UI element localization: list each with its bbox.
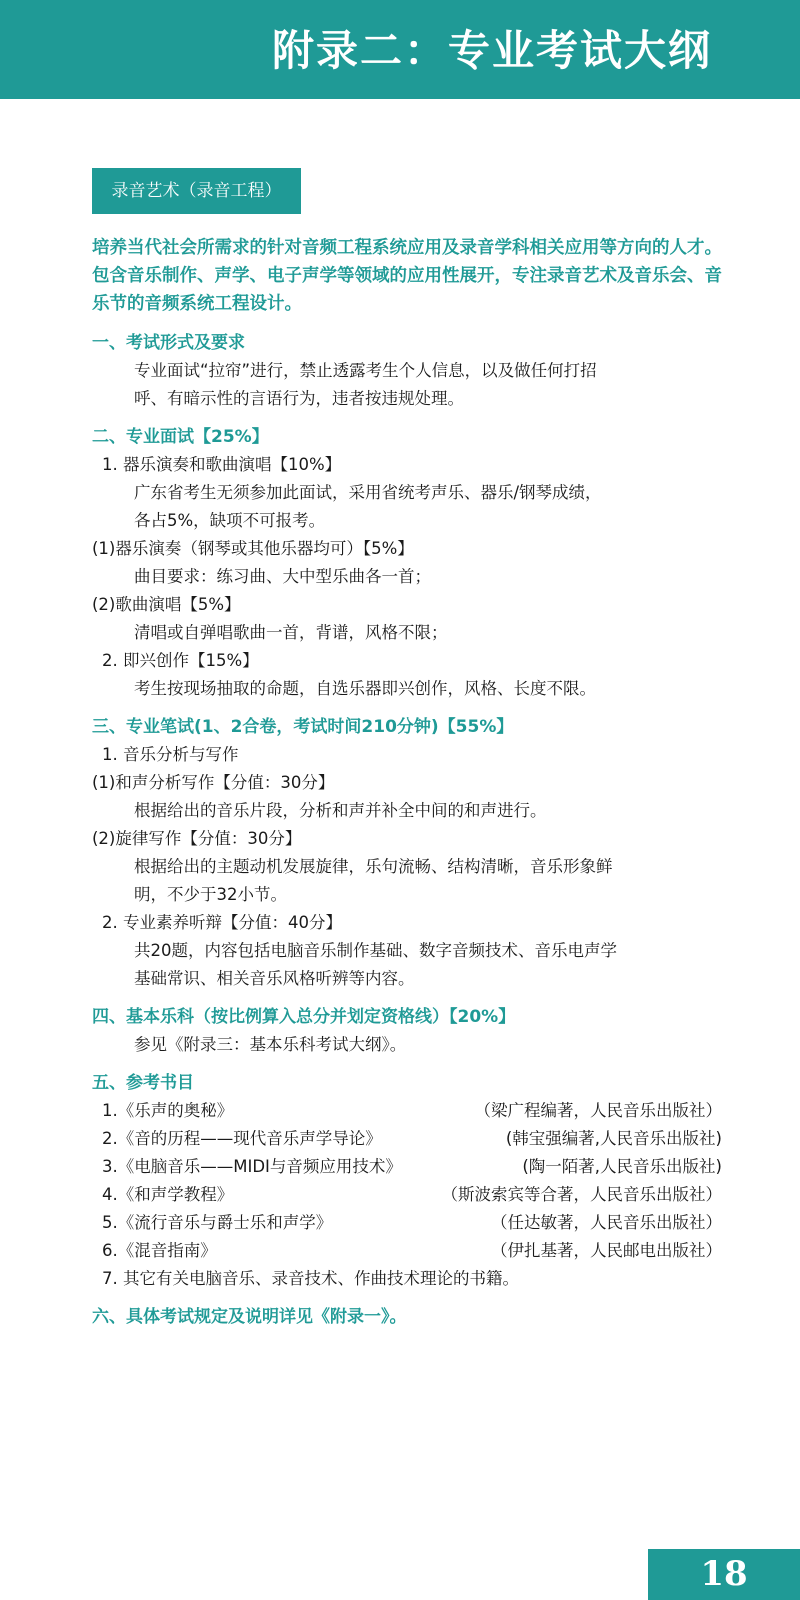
section-heading: 二、专业面试【25%】 <box>92 427 269 447</box>
book-item <box>92 1125 722 1153</box>
page-number: 18 <box>648 1549 800 1600</box>
book-title: 3.《电脑音乐——MIDI与音频应用技术》 <box>102 1157 402 1176</box>
section-heading: 四、基本乐科（按比例算入总分并划定资格线）【20%】 <box>92 1007 516 1027</box>
major-badge: 录音艺术（录音工程） <box>92 168 301 214</box>
paragraph-line: 清唱或自弹唱歌曲一首，背谱，风格不限； <box>134 623 448 642</box>
list-item: 2. 即兴创作【15%】 <box>102 651 259 670</box>
paragraph-line: 根据给出的音乐片段，分析和声并补全中间的和声进行。 <box>134 801 547 820</box>
book-item <box>92 1237 722 1265</box>
paragraph-line: 参见《附录三：基本乐科考试大纲》。 <box>134 1035 407 1054</box>
paragraph-line: 各占5%，缺项不可报考。 <box>134 511 326 530</box>
book-title: 6.《混音指南》 <box>102 1241 217 1260</box>
list-item: (2)旋律写作【分值：30分】 <box>92 829 302 848</box>
paragraph-line: 广东省考生无须参加此面试，采用省统考声乐、器乐/钢琴成绩， <box>134 483 602 502</box>
book-item <box>92 1153 722 1181</box>
book-title: 4.《和声学教程》 <box>102 1185 234 1204</box>
book-publisher: (陶一陌著,人民音乐出版社) <box>522 1157 722 1176</box>
section-heading: 六、具体考试规定及说明详见《附录一》。 <box>92 1307 407 1327</box>
list-item: (1)和声分析写作【分值：30分】 <box>92 773 335 792</box>
syllabus-content <box>92 329 722 1331</box>
intro-paragraph: 培养当代社会所需求的针对音频工程系统应用及录音学科相关应用等方向的人才。包含音乐制作、声学、电子声学等领域的应用性展开，专注录音艺术及音乐会、音乐节的音频系统工程设计。 <box>92 238 722 314</box>
section-heading: 三、专业笔试(1、2合卷，考试时间210分钟)【55%】 <box>92 717 514 737</box>
book-title: 1.《乐声的奥秘》 <box>102 1101 234 1120</box>
paragraph-line: 基础常识、相关音乐风格听辨等内容。 <box>134 969 415 988</box>
book-publisher: （梁广程编著，人民音乐出版社） <box>474 1101 722 1120</box>
book-publisher: （伊扎基著，人民邮电出版社） <box>491 1241 722 1260</box>
book-title: 2.《音的历程——现代音乐声学导论》 <box>102 1129 382 1148</box>
book-item <box>92 1181 722 1209</box>
list-item: (2)歌曲演唱【5%】 <box>92 595 241 614</box>
section-heading: 五、参考书目 <box>92 1073 194 1093</box>
list-item: 1. 器乐演奏和歌曲演唱【10%】 <box>102 455 342 474</box>
book-item <box>92 1209 722 1237</box>
paragraph-line: 曲目要求：练习曲、大中型乐曲各一首； <box>134 567 431 586</box>
list-item: 2. 专业素养听辩【分值：40分】 <box>102 913 342 932</box>
book-item <box>92 1097 722 1125</box>
list-item: 7. 其它有关电脑音乐、录音技术、作曲技术理论的书籍。 <box>102 1269 519 1288</box>
paragraph-line: 根据给出的主题动机发展旋律，乐句流畅、结构清晰，音乐形象鲜 <box>134 857 613 876</box>
page-title: 附录二：专业考试大纲 <box>271 26 712 75</box>
list-item: (1)器乐演奏（钢琴或其他乐器均可）【5%】 <box>92 539 414 558</box>
paragraph-line: 明，不少于32小节。 <box>134 885 287 904</box>
book-title: 5.《流行音乐与爵士乐和声学》 <box>102 1213 333 1232</box>
paragraph-line: 共20题，内容包括电脑音乐制作基础、数字音频技术、音乐电声学 <box>134 941 617 960</box>
book-publisher: （任达敏著，人民音乐出版社） <box>491 1213 722 1232</box>
list-item: 1. 音乐分析与写作 <box>102 745 239 764</box>
header-bar <box>0 0 800 99</box>
paragraph-line: 考生按现场抽取的命题，自选乐器即兴创作，风格、长度不限。 <box>134 679 596 698</box>
paragraph-line: 专业面试“拉帘”进行，禁止透露考生个人信息，以及做任何打招 <box>134 361 597 380</box>
section-heading: 一、考试形式及要求 <box>92 333 245 353</box>
paragraph-line: 呼、有暗示性的言语行为，违者按违规处理。 <box>134 389 464 408</box>
book-publisher: （斯波索宾等合著，人民音乐出版社） <box>441 1185 722 1204</box>
book-publisher: (韩宝强编著,人民音乐出版社) <box>505 1129 722 1148</box>
